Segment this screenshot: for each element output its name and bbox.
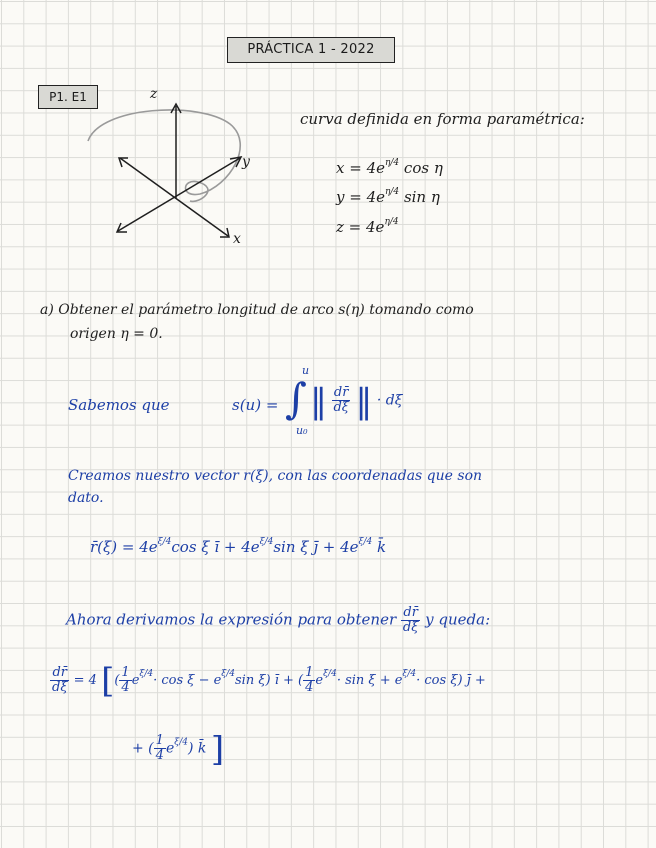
arc-length-lhs: s(u) = <box>232 396 279 414</box>
creamos-line2: dato. <box>68 490 104 506</box>
equation-x: $x = 4e^{\eta/4}$ cos η <box>336 158 443 177</box>
part-a-line2: origen η = 0. <box>70 326 163 342</box>
integrand: ‖ $\frac{dr̄}{d\xi}$ ‖ · dξ <box>310 381 403 422</box>
derivative-line1: $\frac{dr̄}{d\xi}$ = 4 [( $\frac{1}{4}$ $e^{\xi/4}\cdot \cos \xi - e^{\xi/4}\sin$ ξ) ī + ( $\frac{1}{4}$ $e^{\xi/4}\cdot \sin \xi + e^{\xi/4}\cdot \cos \xi$) j̄ + <box>52 661 486 701</box>
integral-lower-limit: u₀ <box>296 424 308 437</box>
x-axis-label: x <box>233 231 241 247</box>
r-vector-equation: r̄(ξ) = $4e^{\xi/4}\cos$ ξ ī + $4e^{\xi/4}\sin$ ξ j̄ + $4e^{\xi/4}$ k̄ <box>90 537 387 556</box>
exercise-label: P1. E1 <box>38 85 98 109</box>
derivative-line2: + ( $\frac{1}{4}$ $e^{\xi/4}$) k̄ ] <box>132 729 225 770</box>
x-axis-line <box>120 158 228 236</box>
integral-sign: ∫ <box>285 374 307 423</box>
equation-z: $z = 4e^{\eta/4}$ <box>336 217 399 236</box>
z-axis-label: z <box>150 86 158 102</box>
axes-diagram <box>80 86 260 250</box>
sabemos-label: Sabemos que <box>68 396 170 414</box>
curve-path <box>88 110 240 201</box>
equation-y: $y = 4e^{\eta/4}$ sin η <box>336 187 440 206</box>
creamos-line1: Creamos nuestro vector r(ξ), con las coordenadas que son <box>68 468 483 484</box>
page-title: PRÁCTICA 1 - 2022 <box>227 37 395 63</box>
intro-text: curva definida en forma paramétrica: <box>300 110 585 128</box>
y-axis-label: y <box>242 154 250 170</box>
integral-upper-limit: u <box>302 364 310 377</box>
ahora-line: Ahora derivamos la expresión para obtener $\frac{dr̄}{d\xi}$ y queda: <box>66 605 491 635</box>
part-a-line1: a) Obtener el parámetro longitud de arco s(η) tomando como <box>40 302 474 318</box>
